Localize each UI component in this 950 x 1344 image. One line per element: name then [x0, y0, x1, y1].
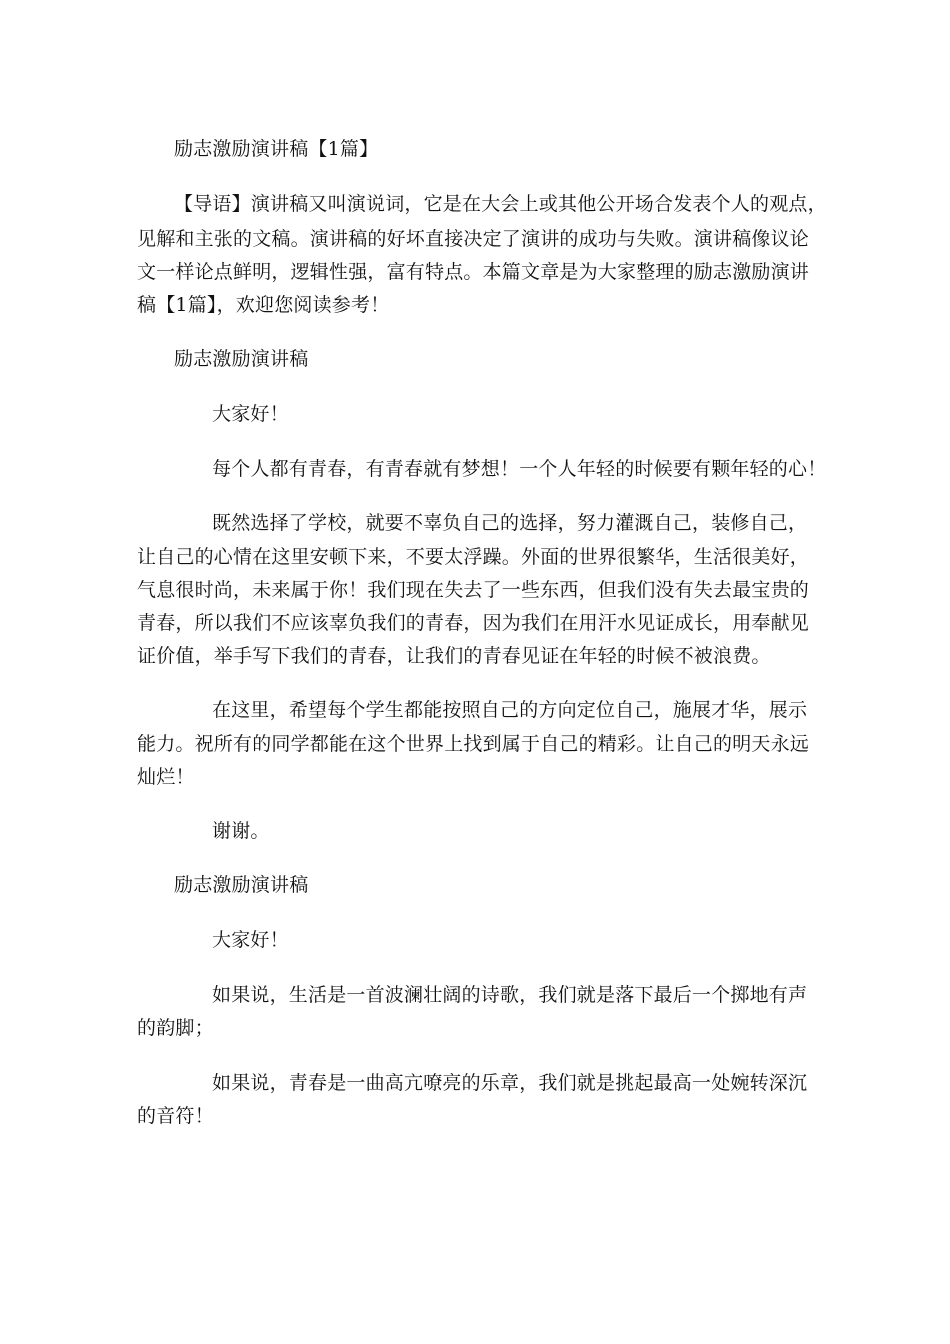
document-title: 励志激励演讲稿【1篇】 — [174, 138, 379, 160]
greeting: 大家好！ — [212, 403, 289, 425]
paragraph-line: 在这里，希望每个学生都能按照自己的方向定位自己，施展才华，展示 — [212, 699, 808, 721]
paragraph-line: 让自己的心情在这里安顿下来，不要太浮躁。外面的世界很繁华，生活很美好， — [137, 546, 810, 568]
paragraph-line: 证价值，举手写下我们的青春，让我们的青春见证在年轻的时候不被浪费。 — [137, 645, 771, 667]
paragraph-line: 的音符！ — [137, 1105, 214, 1127]
paragraph-line: 每个人都有青春，有青春就有梦想！一个人年轻的时候要有颗年轻的心！ — [212, 458, 827, 480]
paragraph-line: 如果说，青春是一曲高亢嘹亮的乐章，我们就是挑起最高一处婉转深沉 — [212, 1072, 808, 1094]
thanks-line: 谢谢。 — [212, 820, 270, 842]
paragraph-line: 如果说，生活是一首波澜壮阔的诗歌，我们就是落下最后一个掷地有声 — [212, 984, 808, 1006]
paragraph-line: 能力。祝所有的同学都能在这个世界上找到属于自己的精彩。让自己的明天永远 — [137, 733, 810, 755]
paragraph-line: 青春，所以我们不应该辜负我们的青春，因为我们在用汗水见证成长，用奉献见 — [137, 612, 810, 634]
greeting: 大家好！ — [212, 929, 289, 951]
paragraph-line: 灿烂！ — [137, 766, 195, 788]
intro-line: 见解和主张的文稿。演讲稿的好坏直接决定了演讲的成功与失败。演讲稿像议论 — [137, 228, 810, 250]
paragraph-line: 气息很时尚，未来属于你！我们现在失去了一些东西，但我们没有失去最宝贵的 — [137, 579, 810, 601]
paragraph-line: 的韵脚； — [137, 1017, 214, 1039]
paragraph-line: 既然选择了学校，就要不辜负自己的选择，努力灌溉自己，装修自己， — [212, 512, 808, 534]
intro-line: 文一样论点鲜明，逻辑性强，富有特点。本篇文章是为大家整理的励志激励演讲 — [137, 261, 810, 283]
section-heading: 励志激励演讲稿 — [174, 348, 309, 370]
intro-line: 【导语】演讲稿又叫演说词，它是在大会上或其他公开场合发表个人的观点， — [174, 193, 827, 215]
section-heading: 励志激励演讲稿 — [174, 874, 309, 896]
intro-line: 稿【1篇】，欢迎您阅读参考！ — [137, 294, 390, 316]
